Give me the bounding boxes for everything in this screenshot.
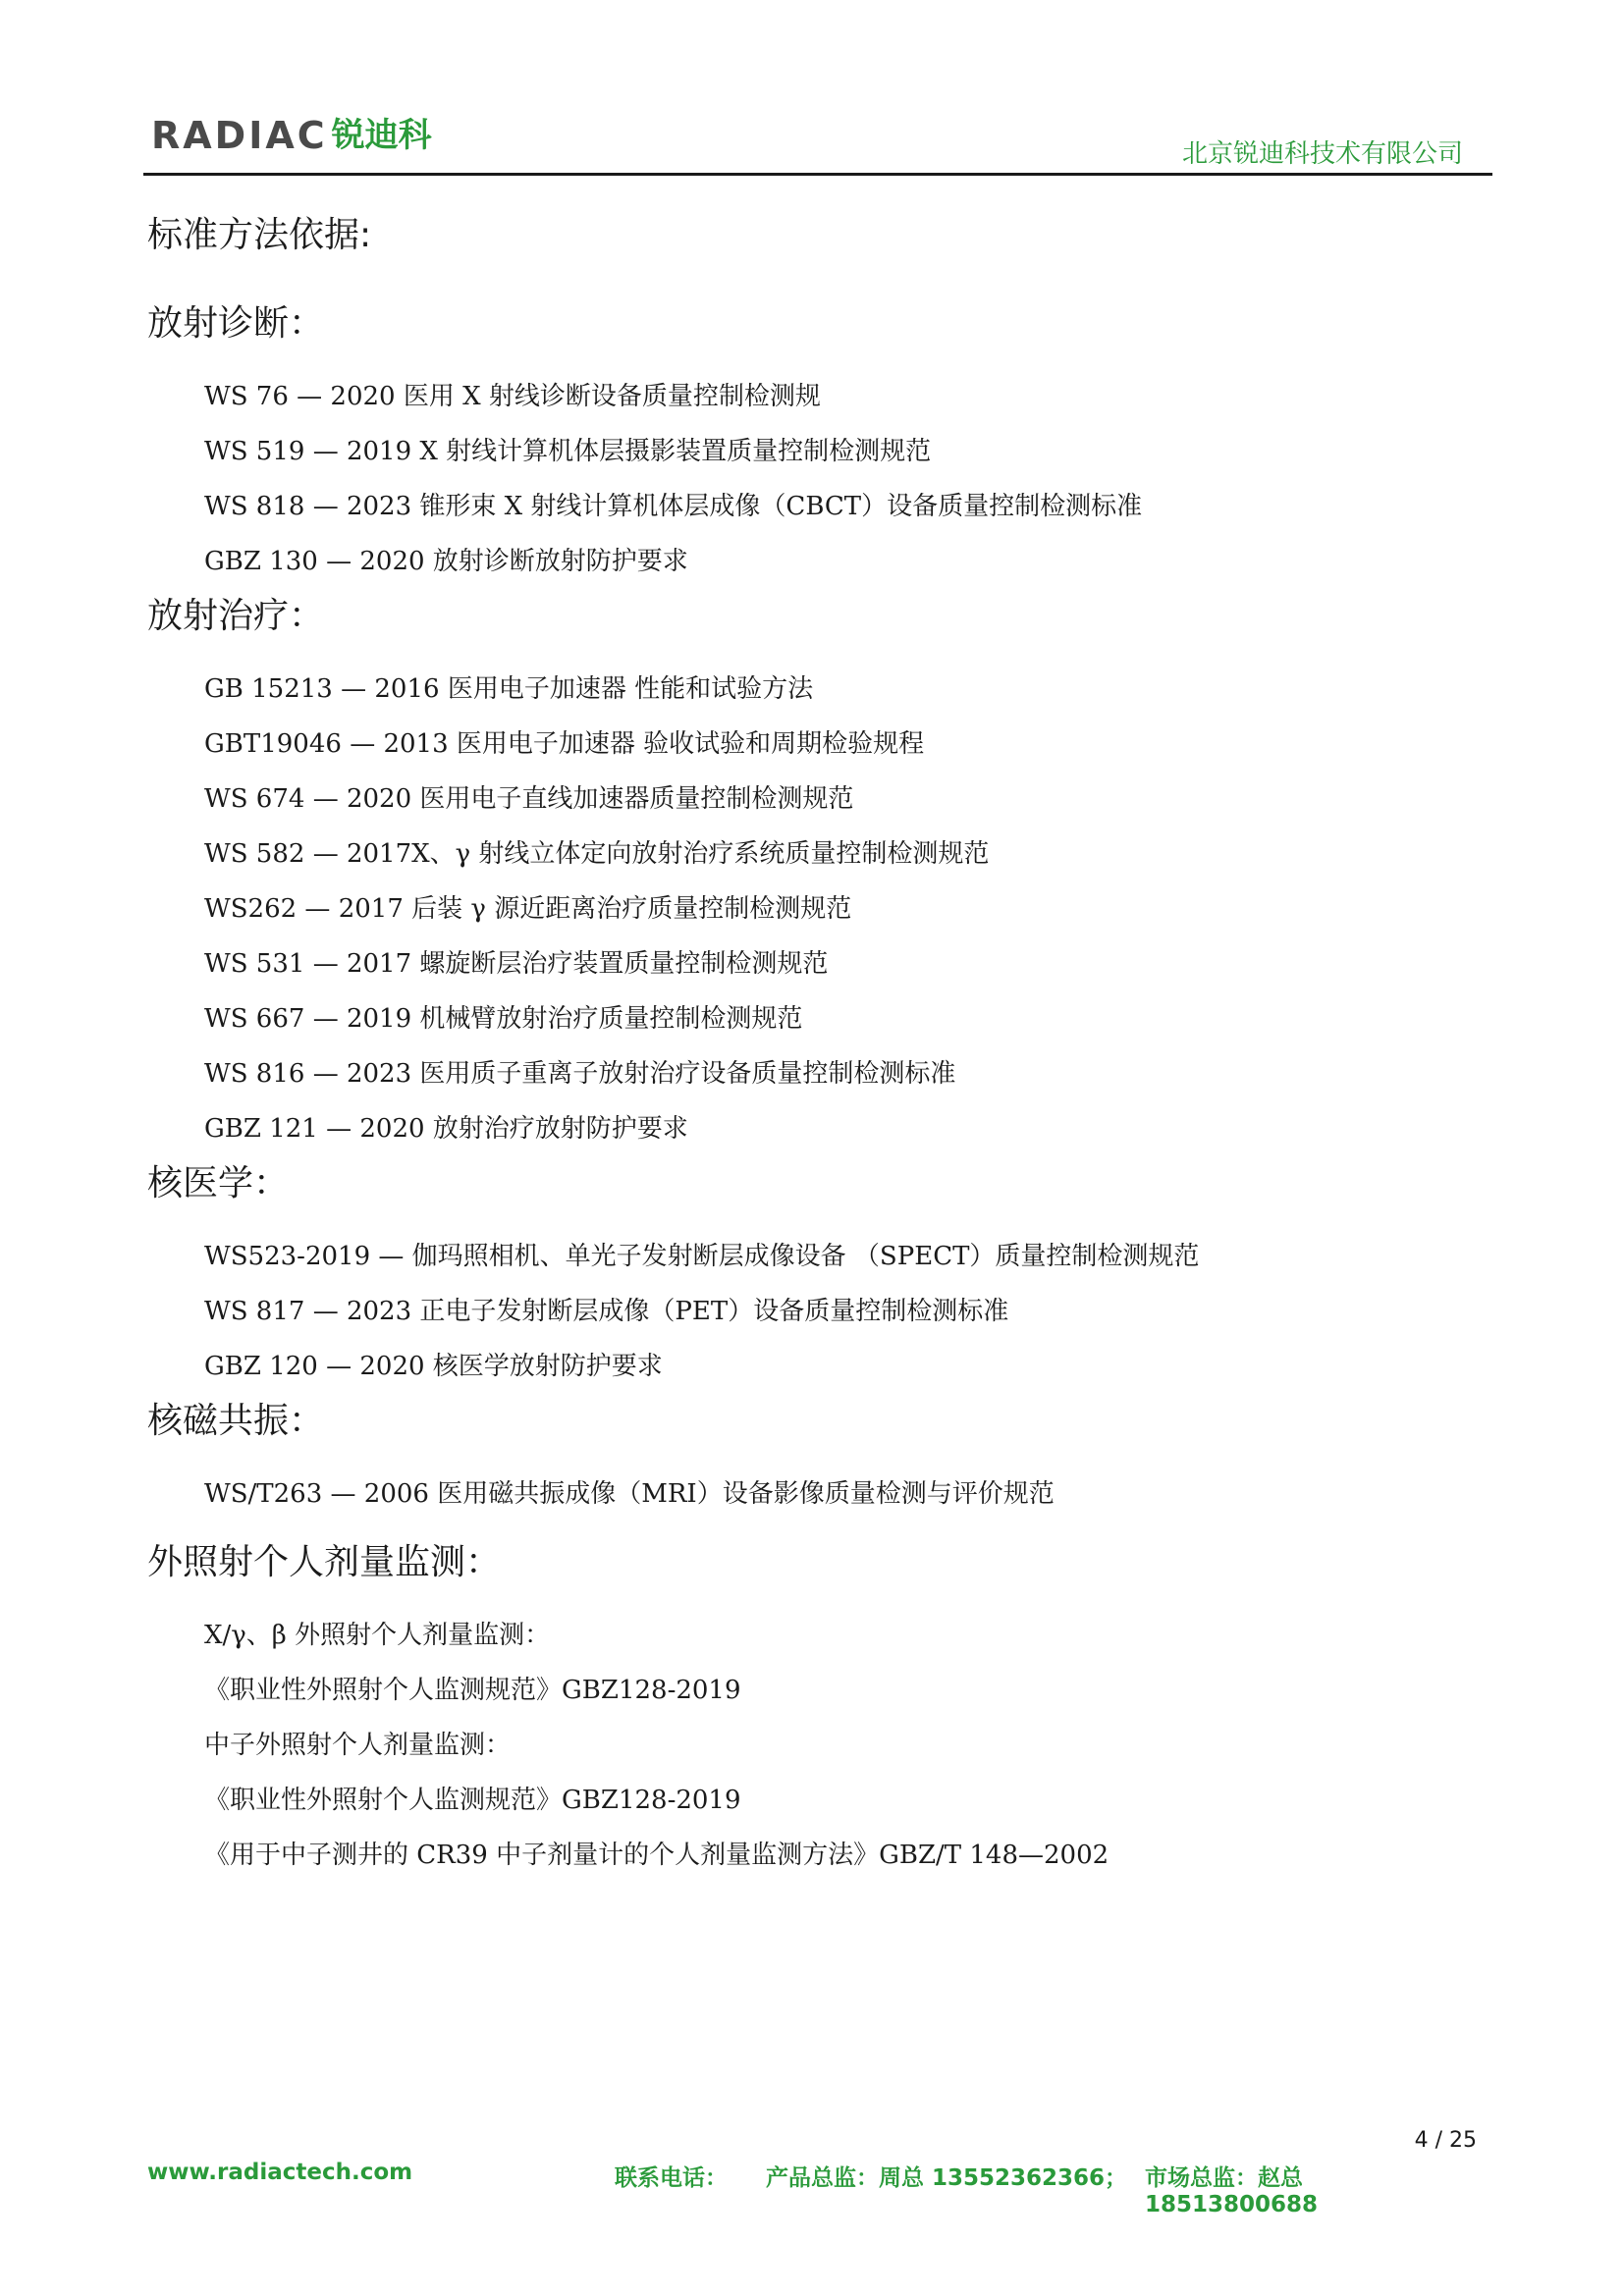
market-director-contact: 市场总监：赵总 18513800688 <box>1145 2165 1319 2217</box>
section-mri <box>147 1394 1483 1522</box>
standard-item: 《用于中子测井的 CR39 中子剂量计的个人剂量监测方法》GBZ/T 148—2002 <box>204 1841 1110 1870</box>
standard-item: WS 817 — 2023 正电子发射断层成像（PET）设备质量控制检测标准 <box>204 1297 1009 1326</box>
standard-item: WS 667 — 2019 机械臂放射治疗质量控制检测规范 <box>204 1004 803 1034</box>
standard-item: WS 531 — 2017 螺旋断层治疗装置质量控制检测规范 <box>204 949 829 979</box>
section-personal-dose <box>147 1535 1483 1883</box>
page-title: 标准方法依据: <box>147 215 372 255</box>
contact-label: 联系电话： <box>615 2165 728 2191</box>
standard-item: GBZ 130 — 2020 放射诊断放射防护要求 <box>204 547 688 576</box>
standard-item: 中子外照射个人剂量监测： <box>204 1731 512 1760</box>
standard-item: GBZ 121 — 2020 放射治疗放射防护要求 <box>204 1114 688 1144</box>
standard-item: WS 582 — 2017X、γ 射线立体定向放射治疗系统质量控制检测规范 <box>204 839 990 869</box>
standard-item: WS 519 — 2019 X 射线计算机体层摄影装置质量控制检测规范 <box>204 437 932 466</box>
standard-item: GBZ 120 — 2020 核医学放射防护要求 <box>204 1352 663 1381</box>
company-logo <box>151 116 432 155</box>
website-link[interactable]: www.radiactech.com <box>147 2160 413 2185</box>
standard-item: WS 818 — 2023 锥形束 X 射线计算机体层成像（CBCT）设备质量控制检测标准 <box>204 492 1143 521</box>
page-footer <box>147 2160 1483 2217</box>
header-divider <box>143 173 1492 176</box>
company-name: 北京锐迪科技术有限公司 <box>1181 139 1463 169</box>
standard-item: WS 674 — 2020 医用电子直线加速器质量控制检测规范 <box>204 784 854 814</box>
standard-item: GB 15213 — 2016 医用电子加速器 性能和试验方法 <box>204 674 814 704</box>
section-title: 核磁共振： <box>147 1401 325 1441</box>
section-title: 放射治疗： <box>147 596 325 636</box>
standard-item: 《职业性外照射个人监测规范》GBZ128-2019 <box>204 1786 741 1815</box>
product-director-contact: 产品总监：周总 13552362366； <box>766 2165 1128 2191</box>
section-title: 外照射个人剂量监测： <box>147 1542 502 1582</box>
standard-item: WS/T263 — 2006 医用磁共振成像（MRI）设备影像质量检测与评价规范 <box>204 1479 1055 1509</box>
section-title: 放射诊断： <box>147 303 325 344</box>
page-header <box>143 110 1492 179</box>
section-title: 核医学： <box>147 1163 290 1203</box>
section-nuclear-medicine <box>147 1156 1483 1394</box>
section-radiodiagnosis <box>147 296 1483 589</box>
standard-item: WS 816 — 2023 医用质子重离子放射治疗设备质量控制检测标准 <box>204 1059 956 1089</box>
section-radiotherapy <box>147 589 1483 1156</box>
standard-item: WS523-2019 — 伽玛照相机、单光子发射断层成像设备 （SPECT）质量控制检测规范 <box>204 1242 1200 1271</box>
logo-cn-text: 锐迪科 <box>331 116 432 155</box>
standard-item: X/γ、β 外照射个人剂量监测： <box>204 1621 551 1650</box>
logo-latin-text: RADIAC <box>151 114 328 157</box>
standard-item: GBT19046 — 2013 医用电子加速器 验收试验和周期检验规程 <box>204 729 925 759</box>
page-number: 4 / 25 <box>1414 2128 1477 2153</box>
page-content <box>147 208 1483 1883</box>
standard-item: WS 76 — 2020 医用 X 射线诊断设备质量控制检测规 <box>204 382 821 411</box>
standard-item: 《职业性外照射个人监测规范》GBZ128-2019 <box>204 1676 741 1705</box>
standard-item: WS262 — 2017 后装 γ 源近距离治疗质量控制检测规范 <box>204 894 852 924</box>
